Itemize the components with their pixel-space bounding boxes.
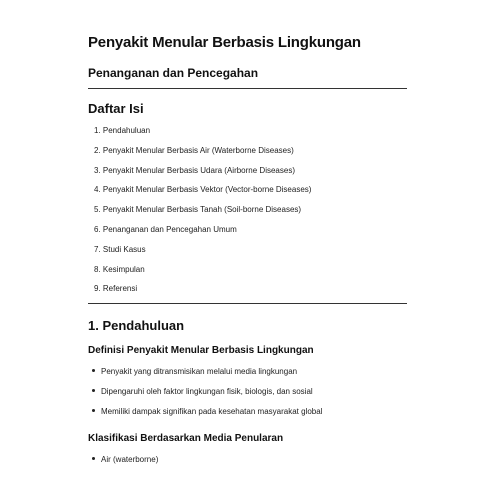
classification-bullet-list <box>92 453 158 473</box>
bullet-icon <box>92 389 95 392</box>
section-heading-pendahuluan: 1. Pendahuluan <box>88 318 185 333</box>
toc-item-penanganan[interactable]: 6. Penanganan dan Pencegahan Umum <box>94 224 237 234</box>
list-item <box>92 385 322 405</box>
divider-section <box>88 303 407 304</box>
toc-list <box>94 124 311 302</box>
toc-heading: Daftar Isi <box>88 101 144 116</box>
toc-item-kesimpulan[interactable]: 8. Kesimpulan <box>94 264 145 274</box>
list-item <box>92 365 322 385</box>
bullet-icon <box>92 409 95 412</box>
subheading-definisi: Definisi Penyakit Menular Berbasis Lingkungan <box>88 345 314 356</box>
toc-item-waterborne[interactable]: 2. Penyakit Menular Berbasis Air (Waterborne Diseases) <box>94 145 294 155</box>
toc-item-referensi[interactable]: 9. Referensi <box>94 284 138 294</box>
toc-item-vector-borne[interactable]: 4. Penyakit Menular Berbasis Vektor (Vector-borne Diseases) <box>94 185 312 195</box>
subheading-klasifikasi: Klasifikasi Berdasarkan Media Penularan <box>88 433 284 444</box>
toc-item-soil-borne[interactable]: 5. Penyakit Menular Berbasis Tanah (Soil-borne Diseases) <box>94 205 302 215</box>
list-item-text: Memiliki dampak signifikan pada kesehatan masyarakat global <box>101 406 323 416</box>
list-item <box>92 453 158 473</box>
document-title: Penyakit Menular Berbasis Lingkungan <box>88 34 361 51</box>
list-item-text: Air (waterborne) <box>101 455 159 464</box>
toc-item-studi-kasus[interactable]: 7. Studi Kasus <box>94 244 146 254</box>
list-item-text: Penyakit yang ditransmisikan melalui media lingkungan <box>101 367 298 376</box>
list-item-text: Dipengaruhi oleh faktor lingkungan fisik, biologis, dan sosial <box>101 386 313 396</box>
bullet-icon <box>92 369 95 372</box>
bullet-icon <box>92 457 95 460</box>
toc-item-airborne[interactable]: 3. Penyakit Menular Berbasis Udara (Airborne Diseases) <box>94 165 295 175</box>
document-subtitle: Penanganan dan Pencegahan <box>88 66 259 80</box>
list-item <box>92 405 322 425</box>
definition-bullet-list <box>92 365 322 424</box>
toc-item-pendahuluan[interactable]: 1. Pendahuluan <box>94 126 151 135</box>
divider-top <box>88 88 407 89</box>
